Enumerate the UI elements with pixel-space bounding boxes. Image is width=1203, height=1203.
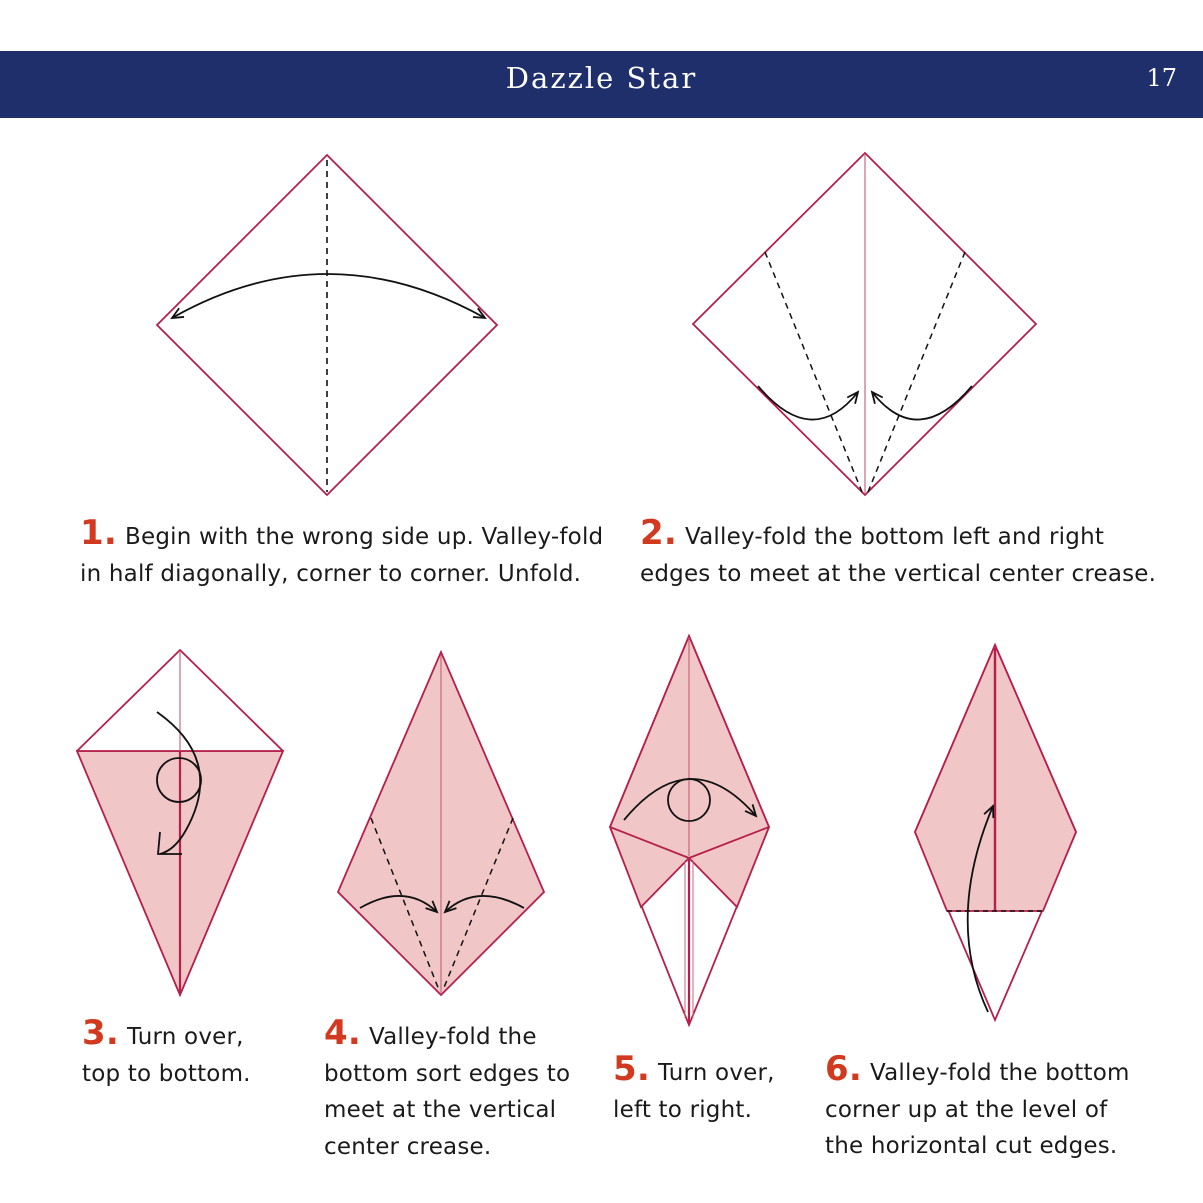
step-text-line: corner up at the level of xyxy=(825,1096,1108,1123)
step-6-instruction xyxy=(825,1051,1130,1165)
step-text-line: bottom sort edges to xyxy=(324,1060,571,1087)
step-text-line: Valley-fold the xyxy=(368,1024,537,1050)
step-5-diagram xyxy=(610,636,769,1025)
step-number: 4. xyxy=(324,1013,361,1053)
step-text-line: the horizontal cut edges. xyxy=(825,1133,1118,1159)
step-4-diagram xyxy=(338,652,544,995)
step-1-instruction xyxy=(80,515,603,592)
step-3-diagram xyxy=(77,650,283,995)
step-number: 6. xyxy=(825,1049,862,1089)
step-text-line: Turn over, xyxy=(126,1024,244,1050)
page-title: Dazzle Star xyxy=(505,61,698,95)
step-3-instruction xyxy=(82,1015,251,1092)
step-text-line: Valley-fold the bottom xyxy=(869,1060,1130,1086)
step-text-line: Valley-fold the bottom left and right xyxy=(684,524,1105,550)
step-6-diagram xyxy=(915,645,1076,1020)
step-text-line: center crease. xyxy=(324,1133,492,1160)
step-text-line: meet at the vertical xyxy=(324,1097,557,1123)
step-2-instruction xyxy=(640,515,1156,592)
step-number: 5. xyxy=(613,1049,650,1089)
step-text-line: edges to meet at the vertical center crease. xyxy=(640,560,1157,587)
step-2-diagram xyxy=(693,153,1036,495)
step-4-instruction xyxy=(324,1015,570,1165)
step-text-line: Begin with the wrong side up. Valley-fold xyxy=(124,524,604,550)
step-1-diagram xyxy=(157,155,497,495)
step-5-instruction xyxy=(613,1051,775,1128)
step-text-line: Turn over, xyxy=(657,1060,775,1086)
page-number: 17 xyxy=(1146,64,1177,92)
step-text-line: in half diagonally, corner to corner. Unfold. xyxy=(80,560,582,587)
step-number: 2. xyxy=(640,513,677,553)
step-text-line: top to bottom. xyxy=(82,1060,251,1087)
step-number: 3. xyxy=(82,1013,119,1053)
step-text-line: left to right. xyxy=(613,1096,753,1123)
step-number: 1. xyxy=(80,513,117,553)
